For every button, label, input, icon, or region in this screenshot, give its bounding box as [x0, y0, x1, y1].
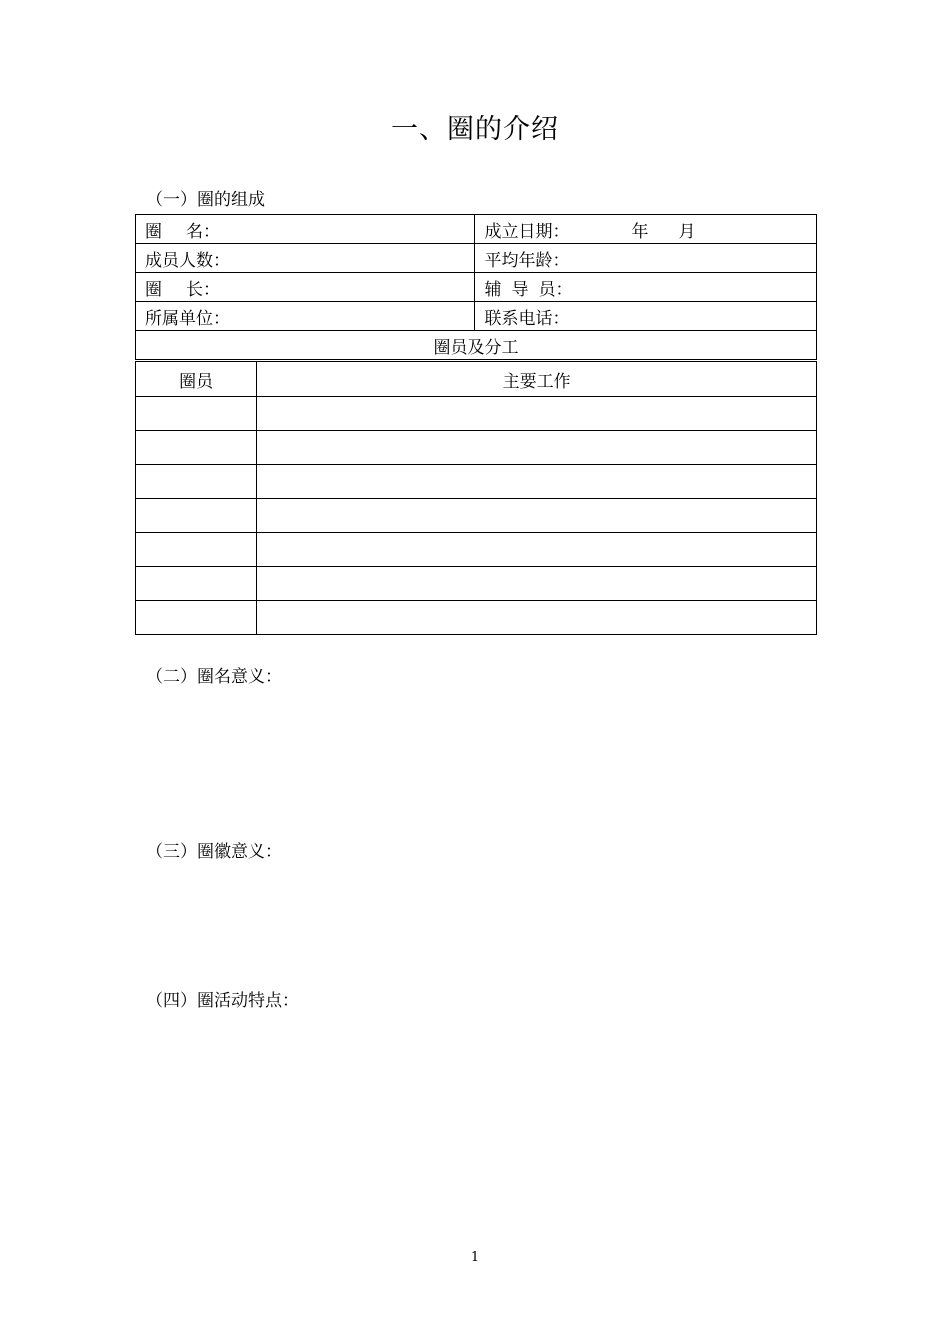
- page-title: 一、圈的介绍: [391, 114, 559, 145]
- member-cell[interactable]: [136, 465, 257, 499]
- column-header-member: 圈员: [136, 362, 257, 397]
- table-row: [136, 397, 817, 431]
- month-label: 月: [678, 221, 696, 242]
- work-cell[interactable]: [257, 601, 817, 635]
- member-cell[interactable]: [136, 601, 257, 635]
- affiliation-label: 所属单位：: [145, 308, 230, 329]
- advisor-label-c: 员：: [538, 279, 573, 300]
- member-count-field[interactable]: [136, 244, 475, 273]
- column-header-main-work: 主要工作: [257, 362, 817, 397]
- work-cell[interactable]: [257, 499, 817, 533]
- year-label: 年: [631, 221, 649, 242]
- work-cell[interactable]: [257, 465, 817, 499]
- advisor-label-a: 辅: [484, 279, 502, 300]
- member-cell[interactable]: [136, 397, 257, 431]
- average-age-label: 平均年龄：: [484, 250, 570, 271]
- member-cell[interactable]: [136, 431, 257, 465]
- circle-name-label-a: 圈: [145, 221, 162, 242]
- info-row: [136, 302, 817, 331]
- section-heading-activity-features: （四）圈活动特点：: [146, 991, 299, 1011]
- member-cell[interactable]: [136, 533, 257, 567]
- info-row: [136, 273, 817, 302]
- leader-label-a: 圈: [145, 279, 162, 300]
- circle-name-field[interactable]: [136, 215, 475, 244]
- advisor-label-b: 导: [511, 279, 529, 300]
- section-heading-composition: （一）圈的组成: [146, 190, 265, 210]
- work-cell[interactable]: [257, 397, 817, 431]
- affiliation-field[interactable]: [136, 302, 475, 331]
- page-number: 1: [470, 1250, 480, 1265]
- advisor-field[interactable]: [475, 273, 817, 302]
- founding-date-label: 成立日期：: [484, 221, 570, 242]
- table-row: [136, 465, 817, 499]
- circle-name-label-b: 名：: [186, 221, 220, 242]
- member-cell[interactable]: [136, 499, 257, 533]
- work-cell[interactable]: [257, 533, 817, 567]
- work-cell[interactable]: [257, 567, 817, 601]
- info-row: [136, 331, 817, 360]
- work-cell[interactable]: [257, 431, 817, 465]
- member-roster-table: [135, 361, 817, 635]
- info-row: [136, 215, 817, 244]
- founding-date-field[interactable]: [475, 215, 817, 244]
- division-heading: 圈员及分工: [136, 331, 817, 360]
- section-heading-emblem-meaning: （三）圈徽意义：: [146, 842, 282, 862]
- circle-info-table: [135, 214, 817, 360]
- leader-label-b: 长：: [186, 279, 220, 300]
- table-row: [136, 601, 817, 635]
- table-row: [136, 499, 817, 533]
- phone-label: 联系电话：: [484, 308, 570, 329]
- average-age-field[interactable]: [475, 244, 817, 273]
- table-row: [136, 567, 817, 601]
- section-heading-name-meaning: （二）圈名意义：: [146, 667, 282, 687]
- info-row: [136, 244, 817, 273]
- table-row: [136, 533, 817, 567]
- member-count-label: 成员人数：: [145, 250, 230, 271]
- table-row: [136, 431, 817, 465]
- phone-field[interactable]: [475, 302, 817, 331]
- member-cell[interactable]: [136, 567, 257, 601]
- leader-field[interactable]: [136, 273, 475, 302]
- roster-header-row: [136, 362, 817, 397]
